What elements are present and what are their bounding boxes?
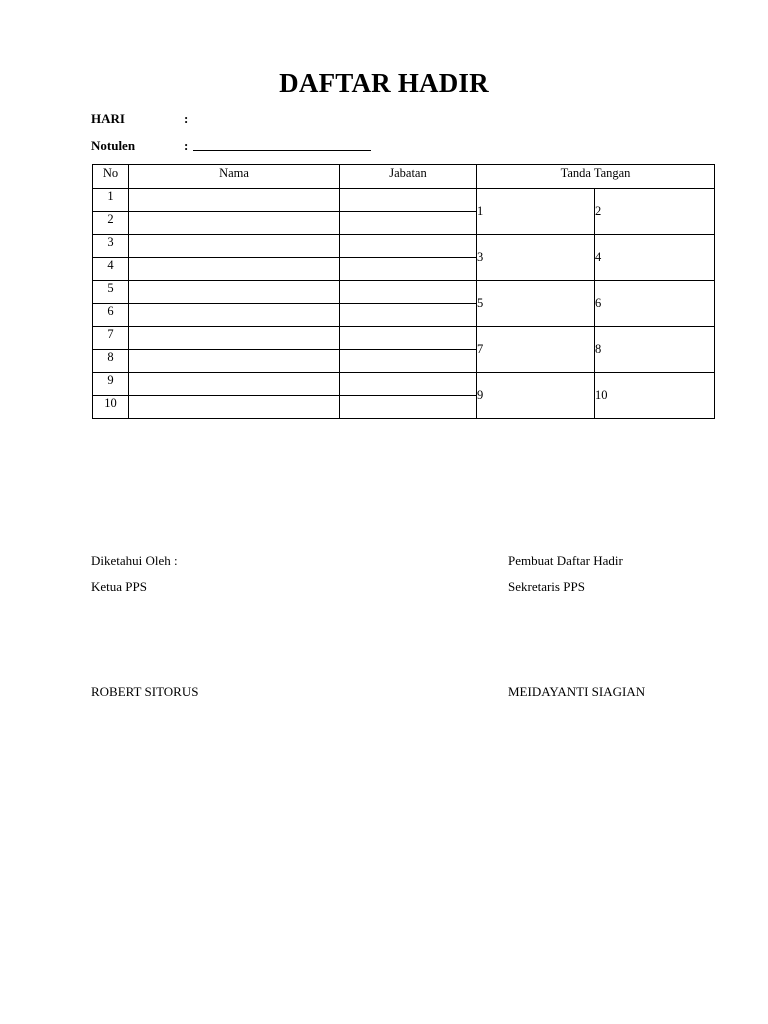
row-number: 6 — [93, 304, 129, 327]
footer-right-role: Sekretaris PPS — [508, 579, 585, 594]
header-tanda-tangan: Tanda Tangan — [477, 165, 715, 189]
footer-right-heading: Pembuat Daftar Hadir — [508, 553, 623, 568]
row-number: 7 — [93, 327, 129, 350]
page-title: DAFTAR HADIR — [279, 68, 489, 98]
signature-cell: 2 — [595, 189, 715, 235]
nama-cell — [129, 373, 340, 396]
row-number: 2 — [93, 212, 129, 235]
signature-cell: 5 — [477, 281, 595, 327]
signature-cell: 8 — [595, 327, 715, 373]
row-number: 9 — [93, 373, 129, 396]
row-number: 3 — [93, 235, 129, 258]
attendance-table — [92, 164, 715, 419]
table-row — [93, 327, 715, 350]
notulen-fill-line — [193, 150, 371, 151]
table-row — [93, 373, 715, 396]
row-number: 5 — [93, 281, 129, 304]
hari-label: HARI — [91, 111, 125, 126]
nama-cell — [129, 212, 340, 235]
jabatan-cell — [340, 235, 477, 258]
row-number: 8 — [93, 350, 129, 373]
footer-left-heading: Diketahui Oleh : — [91, 553, 178, 568]
footer-left-signatory-name: ROBERT SITORUS — [91, 684, 199, 699]
table-row — [93, 235, 715, 258]
jabatan-cell — [340, 350, 477, 373]
table-header-row — [93, 165, 715, 189]
footer-left-role: Ketua PPS — [91, 579, 147, 594]
notulen-label: Notulen — [91, 138, 136, 153]
header-no: No — [93, 165, 129, 189]
jabatan-cell — [340, 373, 477, 396]
hari-colon: : — [184, 111, 189, 126]
signature-cell: 6 — [595, 281, 715, 327]
nama-cell — [129, 350, 340, 373]
nama-cell — [129, 304, 340, 327]
nama-cell — [129, 235, 340, 258]
header-nama: Nama — [129, 165, 340, 189]
jabatan-cell — [340, 258, 477, 281]
nama-cell — [129, 396, 340, 419]
table-row — [93, 189, 715, 212]
header-jabatan: Jabatan — [340, 165, 477, 189]
nama-cell — [129, 258, 340, 281]
signature-cell: 4 — [595, 235, 715, 281]
table-row — [93, 281, 715, 304]
jabatan-cell — [340, 212, 477, 235]
jabatan-cell — [340, 327, 477, 350]
footer-right-signatory-name: MEIDAYANTI SIAGIAN — [508, 684, 646, 699]
jabatan-cell — [340, 304, 477, 327]
jabatan-cell — [340, 281, 477, 304]
signature-cell: 3 — [477, 235, 595, 281]
jabatan-cell — [340, 189, 477, 212]
jabatan-cell — [340, 396, 477, 419]
row-number: 4 — [93, 258, 129, 281]
nama-cell — [129, 281, 340, 304]
signature-cell: 9 — [477, 373, 595, 419]
row-number: 1 — [93, 189, 129, 212]
nama-cell — [129, 189, 340, 212]
nama-cell — [129, 327, 340, 350]
row-number: 10 — [93, 396, 129, 419]
notulen-colon: : — [184, 138, 189, 153]
signature-cell: 1 — [477, 189, 595, 235]
signature-cell: 10 — [595, 373, 715, 419]
signature-cell: 7 — [477, 327, 595, 373]
